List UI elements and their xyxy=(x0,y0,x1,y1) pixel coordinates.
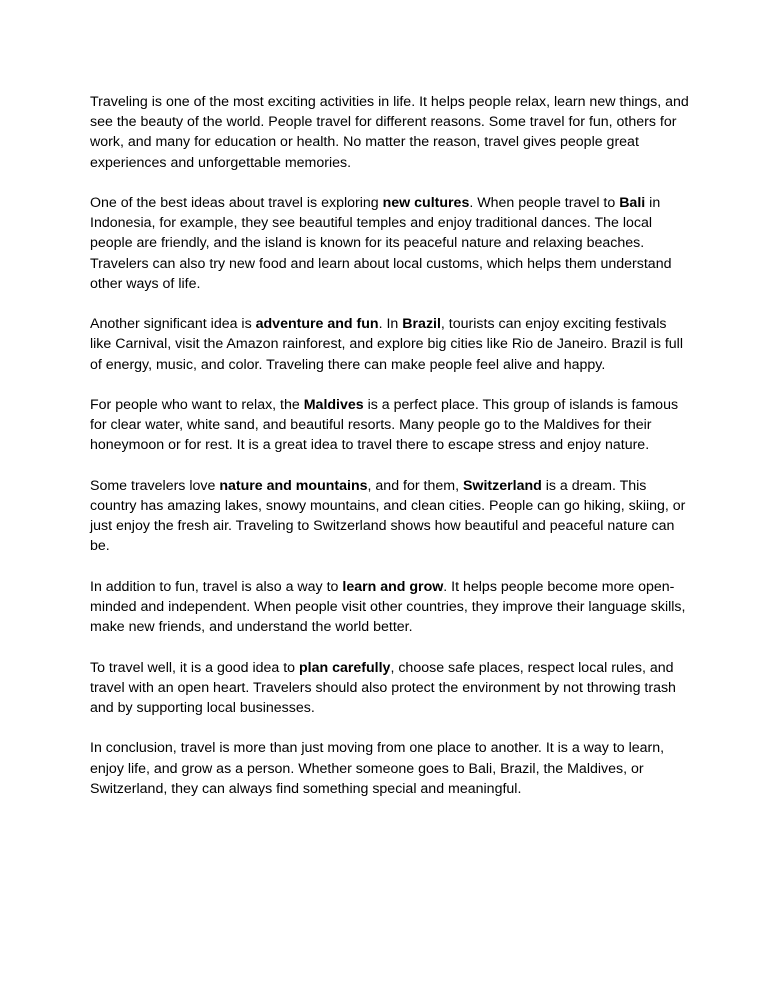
paragraph-nature xyxy=(90,476,690,557)
bold-term: learn and grow xyxy=(342,578,444,595)
bold-term: nature and mountains xyxy=(219,477,368,494)
text-run: is a perfect place. This group of islands is famous for clear water, white sand, and beautiful resorts. Many people go to the Maldives for their honeymoon or for rest. It is a great idea to travel there to escape stress and enjoy nature. xyxy=(90,397,679,454)
text-run: Traveling is one of the most exciting activities in life. It helps people relax, learn new things, and see the beauty of the world. People travel for different reasons. Some travel for fun, others for work, and many for education or health. No matter the reason, travel gives people great experiences and unforgettable memories. xyxy=(90,94,689,171)
paragraph-adventure xyxy=(90,314,690,375)
paragraph-plan xyxy=(90,658,690,719)
text-run: For people who want to relax, the xyxy=(90,397,304,413)
bold-term: plan carefully xyxy=(298,659,391,676)
text-run: . In xyxy=(378,316,403,333)
text-run: In conclusion, travel is more than just moving from one place to another. It is a way to learn, enjoy life, and grow as a person. Whether someone goes to Bali, Brazil, the Maldives, or Switzerland, they can always find something special and meaningful. xyxy=(90,740,665,797)
bold-place: Maldives xyxy=(303,397,364,413)
text-run: in Indonesia, for example, they see beautiful temples and enjoy traditional dances. The local people are friendly, and the island is known for its peaceful nature and relaxing beaches. Travelers can also try new food and learn about local customs, which helps them understand other ways of life. xyxy=(90,195,672,292)
text-run: , and for them, xyxy=(367,477,463,494)
paragraph-conclusion xyxy=(90,738,690,799)
paragraph-relax xyxy=(90,395,690,456)
text-run: , tourists can enjoy exciting festivals like Carnival, visit the Amazon rainforest, and explore big cities like Rio de Janeiro. Brazil is full of energy, music, and color. Traveling there can make people feel alive and happy. xyxy=(90,316,683,373)
text-run: Another significant idea is xyxy=(90,316,256,333)
text-run: is a dream. This country has amazing lakes, snowy mountains, and clean cities. People can go hiking, skiing, or just enjoy the fresh air. Traveling to Switzerland shows how beautiful and peaceful nature can be. xyxy=(90,477,686,555)
document-page xyxy=(90,92,690,819)
text-run: In addition to fun, travel is also a way to xyxy=(90,578,343,595)
paragraph-intro xyxy=(90,92,690,173)
text-run: . It helps people become more open-minded and independent. When people visit other countries, they improve their language skills, make new friends, and understand the world better. xyxy=(90,578,686,636)
paragraph-learn xyxy=(90,577,690,638)
text-run: , choose safe places, respect local rules, and travel with an open heart. Travelers should also protect the environment by not throwing trash and by supporting local businesses. xyxy=(90,659,676,716)
text-run: To travel well, it is a good idea to xyxy=(90,659,299,676)
bold-place: Switzerland xyxy=(462,477,542,494)
text-run: One of the best ideas about travel is exploring xyxy=(90,195,383,211)
text-run: . When people travel to xyxy=(469,195,620,211)
text-run: Some travelers love xyxy=(90,477,220,494)
bold-place: Brazil xyxy=(402,316,441,333)
paragraph-cultures xyxy=(90,193,690,294)
bold-place: Bali xyxy=(619,195,646,211)
bold-term: adventure and fun xyxy=(255,316,379,333)
bold-term: new cultures xyxy=(382,195,470,211)
